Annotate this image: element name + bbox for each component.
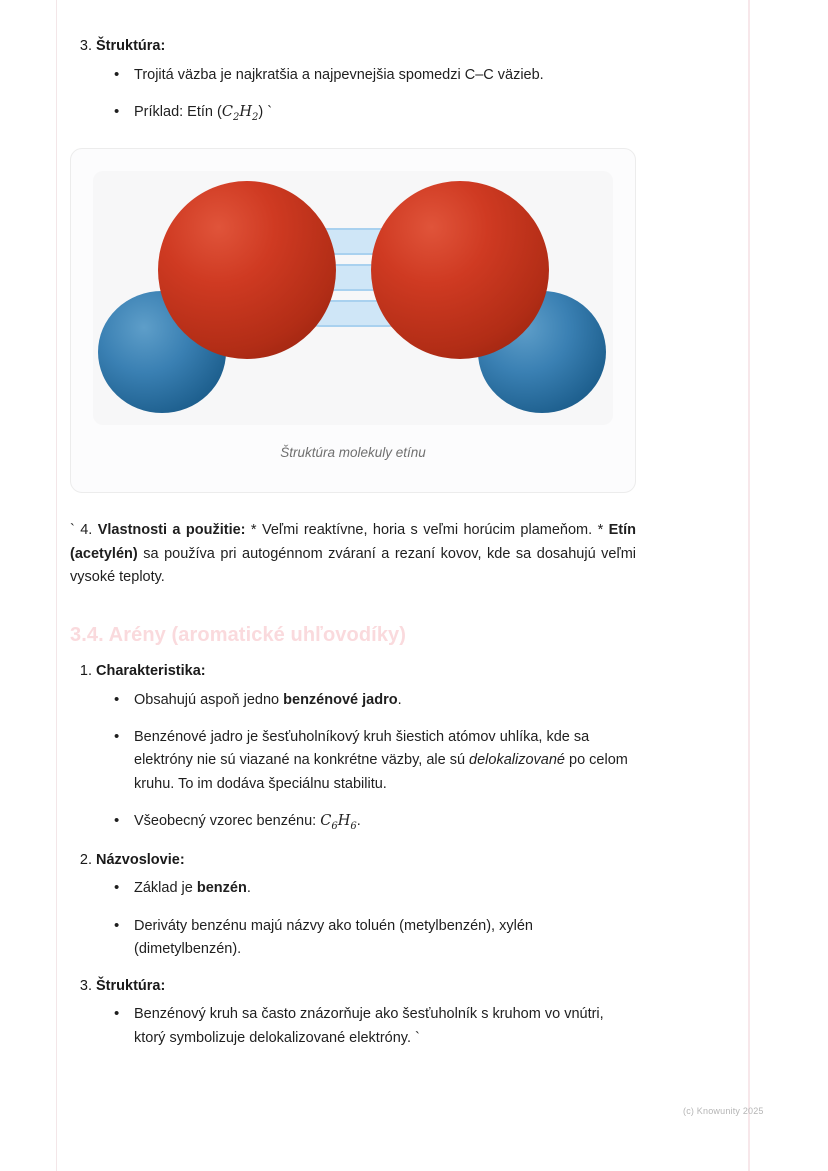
list-charakteristika xyxy=(70,661,636,836)
formula-element: H xyxy=(239,104,252,121)
bullet-text: Benzénový kruh sa často znázorňuje ako šesťuholník s kruhom vo vnútri, ktorý symbolizuje delokalizované elektróny. ` xyxy=(134,1006,604,1046)
paragraph-mid-1: * Veľmi reaktívne, horia s veľmi horúcim plameňom. * xyxy=(245,522,609,539)
bullet-text-post: . xyxy=(397,691,402,708)
formula-element: C xyxy=(320,813,332,830)
list-item xyxy=(112,810,636,835)
bullet-bold: benzén xyxy=(196,880,247,897)
bullet-text: Trojitá väzba je najkratšia a najpevnejšia spomedzi C–C väzieb. xyxy=(134,66,544,83)
list-item xyxy=(112,64,636,87)
list-item-title: Štruktúra: xyxy=(96,977,166,994)
bullet-italic: delokalizované xyxy=(469,752,565,769)
bullet-list xyxy=(96,1003,636,1050)
molecule-illustration xyxy=(93,171,613,425)
carbon-atom-left xyxy=(158,181,336,359)
list-item xyxy=(112,101,636,126)
list-struktura-benzen xyxy=(70,976,636,1051)
list-item xyxy=(112,877,636,900)
paragraph-bold-1: Vlastnosti a použitie: xyxy=(97,522,246,539)
bullet-text-suffix: ) ` xyxy=(258,104,273,121)
bullet-list xyxy=(96,877,636,961)
paragraph-lead: ` 4. xyxy=(70,522,98,539)
bullet-text: Benzénové jadro je šesťuholníkový kruh šiestich atómov uhlíka, kde sa elektróny nie sú viazané na konkrétne väzby, ale sú xyxy=(134,729,590,769)
list-item xyxy=(112,726,636,796)
paragraph-mid-2: sa používa pri autogénnom zváraní a rezaní kovov, kde sa dosahujú veľmi vysoké teploty. xyxy=(70,545,636,586)
copyright-footer: (c) Knowunity 2025 xyxy=(683,1106,764,1116)
list-item-title: Charakteristika: xyxy=(96,662,206,679)
chemical-formula xyxy=(221,104,259,124)
bullet-list xyxy=(96,64,636,127)
bullet-text-post: po celom kruhu. To im dodáva špeciálnu stabilitu. xyxy=(134,752,628,792)
bullet-text: Obsahujú aspoň jedno xyxy=(134,691,284,708)
chemical-formula xyxy=(320,813,357,833)
formula-element: H xyxy=(337,813,351,830)
list-item-title: Štruktúra: xyxy=(96,38,166,54)
bullet-list xyxy=(96,689,636,836)
list-item xyxy=(112,915,636,962)
list-item xyxy=(96,850,636,962)
list-item xyxy=(112,1003,636,1050)
carbon-atom-right xyxy=(371,181,549,359)
bullet-text: Deriváty benzénu majú názvy ako toluén (metylbenzén), xylén (dimetylbenzén). xyxy=(134,917,533,958)
bullet-text: Všeobecný vzorec benzénu: xyxy=(134,813,321,830)
formula-subscript: 2 xyxy=(251,112,259,124)
properties-paragraph xyxy=(70,519,636,589)
list-item xyxy=(112,689,636,712)
formula-element: C xyxy=(221,104,233,121)
bullet-text-post: . xyxy=(356,813,361,830)
document-content xyxy=(70,36,636,1064)
paragraph-bold-2: Etín (acetylén) xyxy=(70,522,637,562)
bullet-text-prefix: Príklad: Etín ( xyxy=(134,104,222,121)
list-struktura-etin xyxy=(70,36,636,126)
page-right-rule xyxy=(748,0,750,1171)
page-left-rule xyxy=(56,0,57,1171)
list-item-title: Názvoslovie: xyxy=(96,851,185,868)
figure-card xyxy=(70,148,636,493)
section-heading: 3.4. Arény (aromatické uhľovodíky) xyxy=(70,623,407,646)
list-item xyxy=(96,661,636,836)
bullet-text: Základ je xyxy=(134,880,197,897)
formula-subscript: 2 xyxy=(232,112,240,124)
bullet-text-post: . xyxy=(246,880,251,897)
bullet-bold: benzénové jadro xyxy=(283,691,398,708)
formula-subscript: 6 xyxy=(331,821,338,833)
figure-caption: Štruktúra molekuly etínu xyxy=(280,445,426,461)
list-item xyxy=(96,36,636,126)
list-item xyxy=(96,976,636,1051)
list-nazvoslovie xyxy=(70,850,636,962)
formula-subscript: 6 xyxy=(350,821,357,833)
